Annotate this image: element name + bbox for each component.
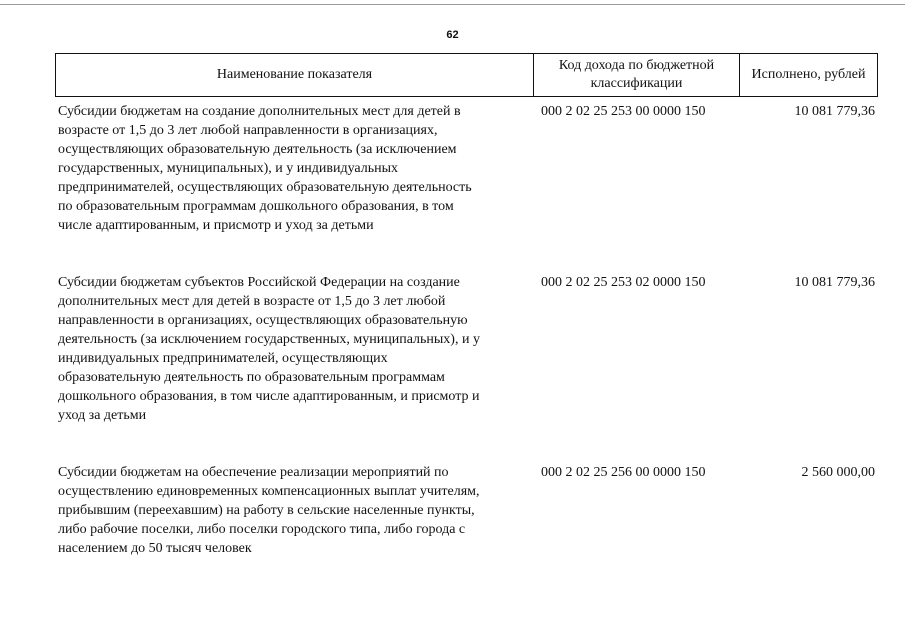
name-line: деятельность (за исключением государственных, муниципальных), и у [58, 332, 480, 347]
name-line: дошкольного образования, в том числе адаптированным, и присмотр и [58, 389, 480, 404]
header-executed: Исполнено, рублей [751, 67, 866, 82]
name-line: по образовательным программам дошкольного образования, в том [58, 199, 454, 214]
page-number: 62 [446, 29, 459, 41]
name-line: Субсидии бюджетам субъектов Российской Федерации на создание [58, 275, 460, 290]
row-revenue-code: 000 2 02 25 253 00 0000 150 [541, 104, 706, 119]
header-revenue-code: Код дохода по бюджетной классификации [534, 54, 740, 96]
name-line: индивидуальных предпринимателей, осуществляющих [58, 351, 388, 366]
name-line: населением до 50 тысяч человек [58, 541, 252, 556]
row-indicator-name [55, 273, 533, 425]
name-line: осуществляющих образовательную деятельность (за исключением [58, 142, 457, 157]
name-line: прибывшим (переехавшим) на работу в сельские населенные пункты, [58, 503, 475, 518]
row-indicator-name [55, 102, 533, 235]
name-line: уход за детьми [58, 408, 147, 423]
table-row [55, 273, 878, 425]
row-indicator-name [55, 463, 533, 558]
row-revenue-code: 000 2 02 25 253 02 0000 150 [541, 275, 706, 290]
row-executed-amount: 10 081 779,36 [794, 275, 875, 290]
name-line: предпринимателей, осуществляющих образовательную деятельность [58, 180, 472, 195]
row-executed-amount: 2 560 000,00 [801, 465, 875, 480]
name-line: направленности в организациях, осуществляющих образовательную [58, 313, 468, 328]
header-indicator-name: Наименование показателя [56, 54, 534, 96]
top-border-line [0, 4, 905, 5]
row-executed-amount: 10 081 779,36 [794, 104, 875, 119]
table-row [55, 102, 878, 235]
table-row [55, 463, 878, 558]
table-header [55, 53, 878, 97]
name-line: Субсидии бюджетам на создание дополнительных мест для детей в [58, 104, 461, 119]
name-line: числе адаптированным, и присмотр и уход за детьми [58, 218, 374, 233]
table-body [55, 102, 878, 558]
row-revenue-code: 000 2 02 25 256 00 0000 150 [541, 465, 706, 480]
name-line: осуществлению единовременных компенсационных выплат учителям, [58, 484, 480, 499]
name-line: образовательную деятельность по образовательным программам [58, 370, 445, 385]
name-line: либо рабочие поселки, либо поселки городского типа, либо города с [58, 522, 466, 537]
name-line: Субсидии бюджетам на обеспечение реализации мероприятий по [58, 465, 449, 480]
name-line: дополнительных мест для детей в возрасте от 1,5 до 3 лет любой [58, 294, 446, 309]
name-line: государственных, муниципальных), и у индивидуальных [58, 161, 399, 176]
name-line: возрасте от 1,5 до 3 лет любой направленности в организациях, [58, 123, 438, 138]
